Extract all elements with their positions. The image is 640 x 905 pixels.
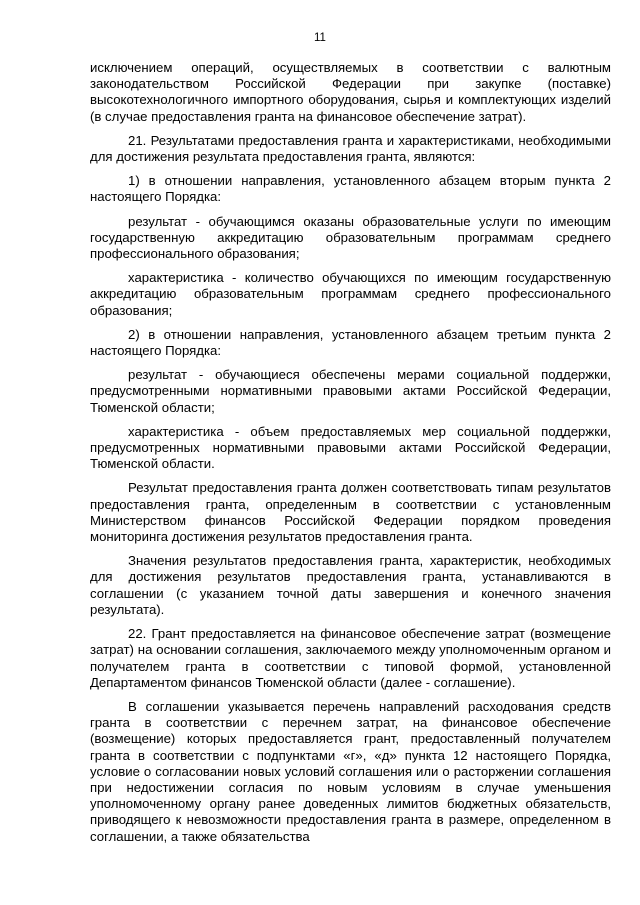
paragraph-agreement-terms: В соглашении указывается перечень направлений расходования средств гранта в соответствии с перечнем затрат, на финансовое обеспечение (возмещение) которых предоставляется грант, предоставленный получателем гранта в соответствии с подпунктами «г», «д» пункта 12 настоящего Порядка, условие о согласовании новых условий соглашения или о расторжении соглашения при недостижении согласия по новым условиям в случае уменьшения уполномоченному органу ранее доведенных лимитов бюджетных обязательств, приводящего к невозможности предоставления гранта в размере, определенном в соглашении, а также обязательства [90,698,611,844]
paragraph-result-types: Результат предоставления гранта должен соответствовать типам результатов предоставления гранта, определенным в соответствии с установленным Министерством финансов Российской Федерации порядком проведения мониторинга достижения результатов предоставления гранта. [90,480,611,545]
paragraph-characteristic-2: характеристика - объем предоставляемых мер социальной поддержки, предусмотренных нормативными правовыми актами Российской Федерации, Тюменской области. [90,423,611,472]
page-number: 11 [314,32,326,44]
paragraph-subitem-1: 1) в отношении направления, установленного абзацем вторым пункта 2 настоящего Порядка: [90,173,611,205]
paragraph-result-2: результат - обучающиеся обеспечены мерами социальной поддержки, предусмотренными нормативными правовыми актами Российской Федерации, Тюменской области; [90,367,611,415]
paragraph-result-1: результат - обучающимся оказаны образовательные услуги по имеющим государственную аккредитацию образовательным программам среднего профессионального образования; [90,213,611,262]
paragraph-characteristic-1: характеристика - количество обучающихся по имеющим государственную аккредитацию образовательным программам среднего профессионального образования; [90,270,611,318]
paragraph-item-21: 21. Результатами предоставления гранта и характеристиками, необходимыми для достижения результата предоставления гранта, являются: [90,132,611,165]
paragraph-result-values: Значения результатов предоставления гранта, характеристик, необходимых для достижения результатов предоставления гранта, устанавливаются в соглашении (с указанием точной даты завершения и конечного значения результата). [90,553,611,617]
paragraph-item-22: 22. Грант предоставляется на финансовое обеспечение затрат (возмещение затрат) на основании соглашения, заключаемого между уполномоченным органом и получателем гранта в соответствии с типовой формой, установленной Департаментом финансов Тюменской области (далее - соглашение). [90,626,611,690]
paragraph-continuation: исключением операций, осуществляемых в соответствии с валютным законодательством Российской Федерации при закупке (поставке) высокотехнологичного импортного оборудования, сырья и комплектующих изделий (в случае предоставления гранта на финансовое обеспечение затрат). [90,60,611,124]
paragraph-subitem-2: 2) в отношении направления, установленного абзацем третьим пункта 2 настоящего Порядка: [90,326,611,359]
document-body [90,60,611,853]
